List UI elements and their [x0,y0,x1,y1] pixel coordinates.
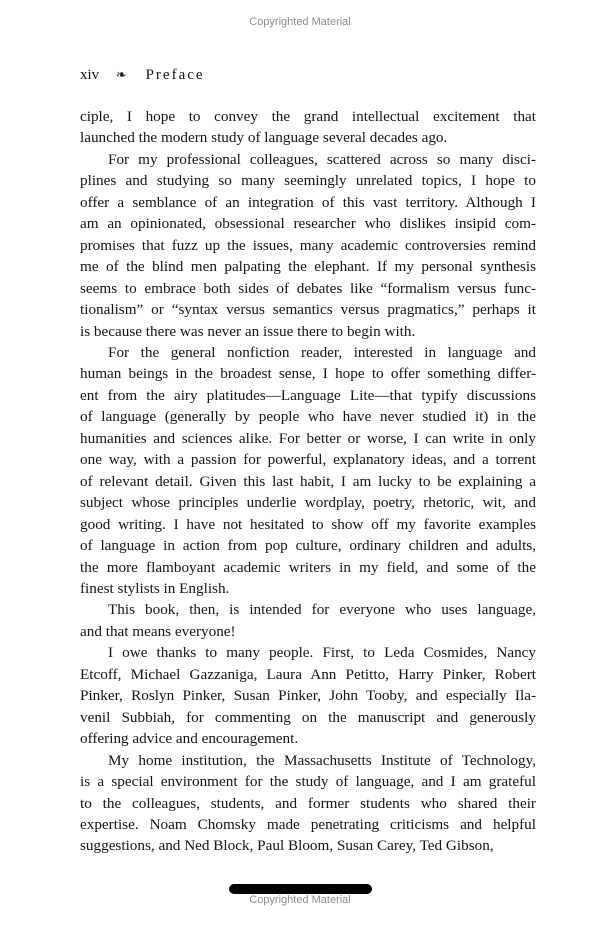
copyright-notice-bottom: Copyrighted Material [249,894,351,906]
body-line: For my professional colleagues, scattered across so many disci- [108,150,536,168]
body-line: am an opinionated, obsessional researcher who dislikes insipid com- [80,215,536,233]
body-line: finest stylists in English. [80,579,230,597]
body-line: and that means everyone! [80,622,236,640]
body-line: venil Subbiah, for commenting on the manuscript and generously [80,708,536,726]
body-line: of language in action from pop culture, ordinary children and adults, [80,537,536,555]
body-line: of language (generally by people who have never studied it) in the [80,408,536,426]
body-line: promises that fuzz up the issues, many academic controversies remind [80,236,536,254]
body-line: tionalism” or “syntax versus semantics versus pragmatics,” perhaps it [80,301,536,319]
body-line: one way, with a passion for powerful, explanatory ideas, and a torrent [80,451,536,469]
scan-redaction-bar [229,884,372,894]
body-line: For the general nonfiction reader, interested in language and [108,343,536,361]
body-line: ent from the airy platitudes—Language Lite—that typify discussions [80,386,536,404]
body-line: This book, then, is intended for everyone who uses language, [108,601,536,619]
body-line: seems to embrace both sides of debates like “formalism versus func- [80,279,536,297]
body-line: My home institution, the Massachusetts Institute of Technology, [108,751,536,769]
body-line: humanities and sciences alike. For better or worse, I can write in only [80,429,536,447]
body-line: to the colleagues, students, and former students who shared their [80,794,536,812]
body-line: expertise. Noam Chomsky made penetrating criticisms and helpful [80,815,536,833]
page-number: xiv [80,67,100,83]
body-line: launched the modern study of language several decades ago. [80,129,448,147]
body-line: me of the blind men palpating the elephant. If my personal synthesis [80,258,536,276]
body-line: Pinker, Roslyn Pinker, Susan Pinker, John Tooby, and especially Ila- [80,687,536,705]
body-line: human beings in the broadest sense, I hope to offer something differ- [80,365,536,383]
body-line: the more flamboyant academic writers in my field, and some of the [80,558,536,576]
fleuron-ornament-icon: ❧ [115,68,127,83]
body-line: subject whose principles underlie wordplay, poetry, rhetoric, wit, and [80,494,536,512]
body-line: offer a semblance of an integration of this vast territory. Although I [80,193,536,211]
copyright-notice-top: Copyrighted Material [249,16,351,28]
body-line: of relevant detail. Given this last habit, I am lucky to be explaining a [80,472,536,490]
body-line: plines and studying so many seemingly unrelated topics, I hope to [80,172,536,190]
body-line: suggestions, and Ned Block, Paul Bloom, Susan Carey, Ted Gibson, [80,837,494,855]
page-body [80,106,536,857]
body-line: is because there was never an issue there to begin with. [80,322,416,340]
body-line: is a special environment for the study of language, and I am grateful [80,773,536,791]
body-line: ciple, I hope to convey the grand intellectual excitement that [80,108,536,125]
body-line: offering advice and encouragement. [80,730,299,748]
body-line: good writing. I have not hesitated to show off my favorite examples [80,515,536,533]
body-line: Etcoff, Michael Gazzaniga, Laura Ann Petitto, Harry Pinker, Robert [80,665,536,683]
chapter-title: Preface [145,67,205,83]
body-line: I owe thanks to many people. First, to Leda Cosmides, Nancy [108,644,536,662]
page-header [80,67,205,84]
